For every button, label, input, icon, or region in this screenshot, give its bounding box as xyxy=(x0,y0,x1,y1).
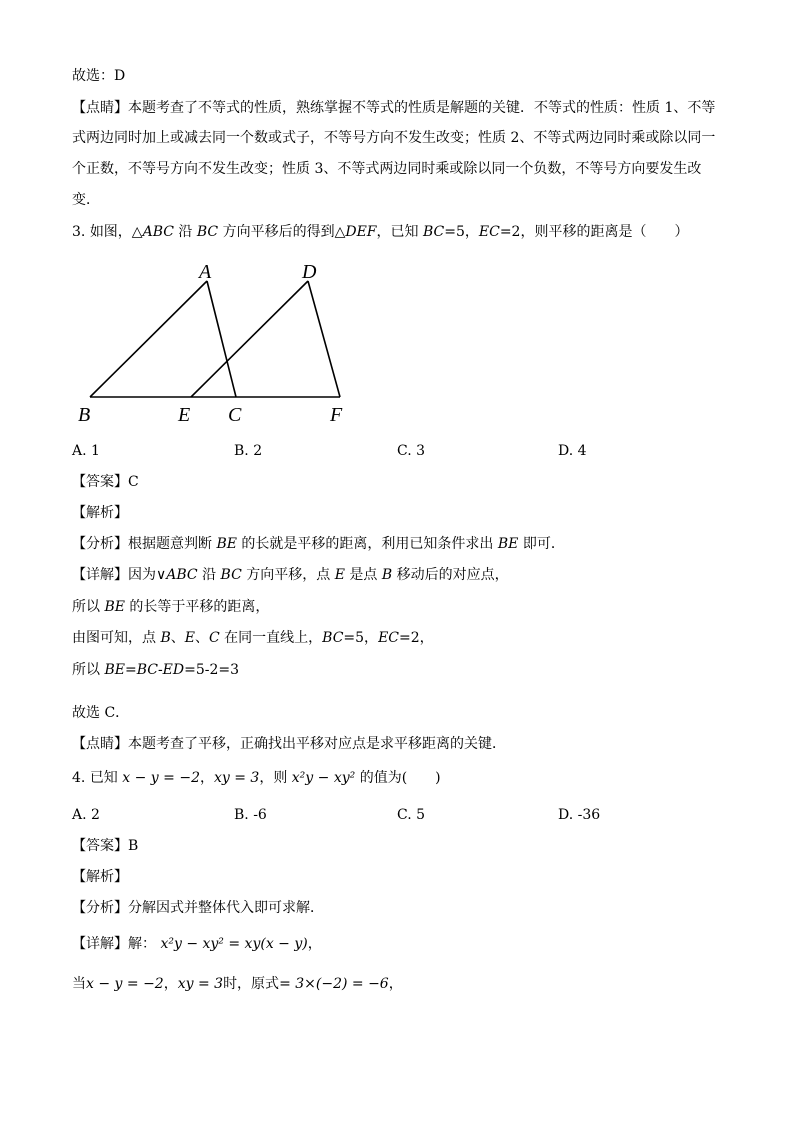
q4-last-sep: ， xyxy=(163,976,178,992)
q3-stem xyxy=(72,222,688,242)
fenxi-a: 根据题意判断 xyxy=(128,536,217,552)
d4-a: 所以 xyxy=(72,662,105,678)
q4-detail xyxy=(72,934,322,954)
label-d: D xyxy=(302,261,317,283)
q4-option-a: A. 2 xyxy=(72,807,100,823)
q4-then: ，则 xyxy=(259,770,292,786)
d3-a: 由图可知，点 xyxy=(72,630,161,646)
q3-detail-2 xyxy=(72,597,269,617)
q4-tail: 的值为( ) xyxy=(355,770,441,786)
translation-figure xyxy=(72,256,392,428)
q3-def: DEF xyxy=(345,224,377,240)
q4-fenxi-tag: 【分析】 xyxy=(72,900,128,916)
label-a: A xyxy=(199,261,212,283)
fenxi-be: BE xyxy=(216,536,237,552)
q4-answer-value: B xyxy=(128,838,139,854)
fenxi-be2: BE xyxy=(497,536,519,552)
d3-c: C xyxy=(208,630,220,646)
q3-pre: 如图，△ xyxy=(89,224,143,240)
answer-text: 故选：D xyxy=(72,68,126,84)
q3-comment-text: 本题考查了平移，正确找出平移对应点是求平移距离的关键． xyxy=(128,736,506,752)
q4-sep: ， xyxy=(199,770,214,786)
q3-fenxi xyxy=(72,534,565,554)
d3-b: B xyxy=(160,630,171,646)
comment-text-1: 本题考查了不等式的性质，熟练掌握不等式的性质是解题的关键．不等式的性质：性质 1、不等 xyxy=(128,100,716,116)
q4-last-mid: 时，原式 xyxy=(223,976,280,992)
q3-option-d: D. 4 xyxy=(558,443,587,459)
label-f: F xyxy=(330,404,343,426)
q3-mid3: ，已知 xyxy=(376,224,423,240)
q3-mid2: 方向平移后的得到△ xyxy=(218,224,346,240)
d4-expr: BE=BC-ED xyxy=(104,662,185,678)
q4-option-c: C. 5 xyxy=(397,807,426,823)
q4-answer xyxy=(72,836,138,856)
q4-fenxi-text: 分解因式并整体代入即可求解． xyxy=(128,900,324,916)
comment-tag: 【点睛】 xyxy=(72,100,128,116)
q4-option-d: D. -36 xyxy=(558,807,601,823)
q4-pre: 已知 xyxy=(89,770,123,786)
q3-detail-1 xyxy=(72,565,509,585)
q3-option-c: C. 3 xyxy=(397,443,426,459)
q4-cond2: xy = 3 xyxy=(213,770,260,786)
comment-tag-2: 【点睛】 xyxy=(72,736,128,752)
segment-ab xyxy=(90,281,207,397)
q3-ec: EC xyxy=(478,224,500,240)
q4-option-b: B. -6 xyxy=(234,807,267,823)
q4-detail-tail: ， xyxy=(307,936,322,952)
d3-eq2: =2， xyxy=(399,630,434,646)
q3-analysis-tag xyxy=(72,503,128,523)
d2-be: BE xyxy=(104,599,125,615)
d3-eq1: =5， xyxy=(343,630,379,646)
q4-last-tail: ， xyxy=(388,976,403,992)
comment-text-2: 式两边同时加上或减去同一个数或式子，不等号方向不发生改变；性质 2、不等式两边同时乘或除以同一 xyxy=(72,130,716,146)
q3-bc2: BC xyxy=(422,224,445,240)
label-c: C xyxy=(228,404,242,426)
q3-bc: BC xyxy=(196,224,219,240)
d1-bc: BC xyxy=(220,567,242,583)
q4-detail-pre: 解： xyxy=(128,936,156,952)
q4-cond1: x − y = −2 xyxy=(122,770,200,786)
fenxi-b: 的长就是平移的距离，利用已知条件求出 xyxy=(236,536,498,552)
q3-select: 故选 C． xyxy=(72,705,130,721)
d1-a: 因为∨ xyxy=(128,567,167,583)
d1-e2: 移动后的对应点， xyxy=(392,567,509,583)
q4-last-c2: xy = 3 xyxy=(177,976,224,992)
q4-stem xyxy=(72,768,441,788)
q4-fenxi xyxy=(72,898,324,918)
d1-c: 方向平移，点 xyxy=(241,567,335,583)
q3-detail-4 xyxy=(72,660,239,680)
q4-number: 4. xyxy=(72,770,86,786)
q4-analysis-tag xyxy=(72,867,128,887)
comment-text-3: 个正数，不等号方向不发生改变；性质 3、不等式两边同时乘或除以同一个负数，不等号方向要发生改 xyxy=(72,161,702,177)
answer-line xyxy=(72,66,125,86)
comment-line-3 xyxy=(72,159,701,179)
q4-last-pre: 当 xyxy=(72,976,86,992)
comment-text-4: 变． xyxy=(72,192,100,208)
fenxi-tag: 【分析】 xyxy=(72,536,128,552)
d1-e: E xyxy=(334,567,345,583)
segment-ed xyxy=(191,281,308,397)
d1-abc: ABC xyxy=(166,567,198,583)
segment-df xyxy=(308,281,340,397)
q3-comment xyxy=(72,734,506,754)
analysis-tag: 【解析】 xyxy=(72,505,128,521)
q4-expr: x²y − xy² xyxy=(291,770,356,786)
d3-s1: 、 xyxy=(170,630,185,646)
q4-detail-tag: 【详解】 xyxy=(72,936,128,952)
answer-value: C xyxy=(128,474,139,490)
q4-analysis: 【解析】 xyxy=(72,869,128,885)
q3-eq1: =5， xyxy=(444,224,479,240)
d3-ec: EC xyxy=(378,630,399,646)
label-b: B xyxy=(78,404,91,426)
q4-last-c1: x − y = −2 xyxy=(86,976,164,992)
fenxi-c: 即可． xyxy=(518,536,565,552)
label-e: E xyxy=(178,404,191,426)
detail-tag: 【详解】 xyxy=(72,567,128,583)
q4-last-expr: = 3×(−2) = −6 xyxy=(279,976,389,992)
d3-e: E xyxy=(184,630,195,646)
comment-line-2 xyxy=(72,128,715,148)
d1-b: 沿 xyxy=(197,567,221,583)
q4-answer-tag: 【答案】 xyxy=(72,838,128,854)
answer-tag: 【答案】 xyxy=(72,474,128,490)
d2-b: 的长等于平移的距离， xyxy=(124,599,270,615)
d1-d: 是点 xyxy=(344,567,382,583)
d4-b: =5-2=3 xyxy=(184,662,240,678)
d1-b2: B xyxy=(381,567,393,583)
q3-option-a: A. 1 xyxy=(72,443,100,459)
d3-mid: 在同一直线上， xyxy=(219,630,323,646)
comment-line-4 xyxy=(72,190,100,210)
q4-detail-expr: x²y − xy² = xy(x − y) xyxy=(160,936,308,952)
q3-option-b: B. 2 xyxy=(234,443,263,459)
q3-detail-3 xyxy=(72,628,434,648)
segment-ac xyxy=(207,281,236,397)
comment-line-1 xyxy=(72,98,715,118)
q3-mid1: 沿 xyxy=(173,224,197,240)
d2-a: 所以 xyxy=(72,599,105,615)
q3-abc: ABC xyxy=(142,224,174,240)
q3-number: 3. xyxy=(72,224,86,240)
d3-bc: BC xyxy=(322,630,344,646)
d3-s2: 、 xyxy=(194,630,209,646)
q3-answer xyxy=(72,472,139,492)
q3-eq2: =2，则平移的距离是（ ） xyxy=(499,224,689,240)
q4-last xyxy=(72,974,403,994)
